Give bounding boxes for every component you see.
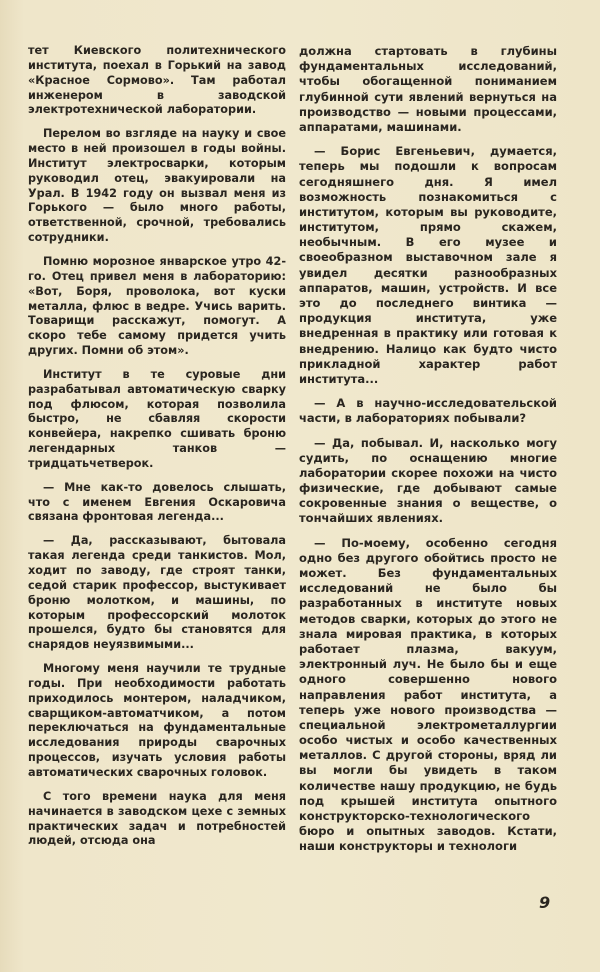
page-number: 9 <box>539 893 551 912</box>
right-text-column <box>299 44 557 864</box>
paragraph: — Мне как-то довелось слышать, что с именем Евгения Оскаровича связана фронтовая легенда... <box>28 480 286 524</box>
paragraph: Институт в те суровые дни разрабатывал автоматическую сварку под флюсом, которая позволила быстро, не сбавляя скорости конвейера, накрепко сшивать броню легендарных танков — тридцатьчетверок. <box>28 367 286 470</box>
left-text-column <box>28 44 286 858</box>
paragraph: С того времени наука для меня начинается в заводском цехе с земных практических задач и потребностей людей, отсюда она <box>28 789 286 848</box>
paragraph: тет Киевского политехнического института, поехал в Горький на завод «Красное Сормово». Там работал инженером в заводской электротехнической лаборатории. <box>28 44 286 117</box>
paragraph: Помню морозное январское утро 42-го. Отец привел меня в лабораторию: «Вот, Боря, проволока, вот куски металла, флюс в ведре. Учись варить. Товарищи расскажут, помогут. А скоро тебе самому придется учить других. Помни об этом». <box>28 254 286 358</box>
paragraph: — А в научно-исследовательской части, в лабораториях побывали? <box>299 396 557 426</box>
paragraph: — Да, побывал. И, насколько могу судить, по оснащению многие лаборатории скорее похожи на чисто физические, где добывают самые сокровенные знания о веществе, о тончайших явлениях. <box>299 435 557 526</box>
paragraph: — По-моему, особенно сегодня одно без другого обойтись просто не может. Без фундаментальных исследований не было бы разработанных в институте новых методов сварки, которых до этого не знала мировая практика, в которых работает плазма, вакуум, электронный луч. Не было бы и еще одного совершенно нового направления работ института, а теперь уже нового производства — специальной электрометаллургии особо чистых и особо качественных металлов. С другой стороны, вряд ли вы могли бы увидеть в таком количестве нашу продукцию, не будь под крышей института опытного конструкторско-технологического бюро и опытных заводов. Кстати, наши конструкторы и технологи <box>299 535 557 854</box>
paragraph: Перелом во взгляде на науку и свое место в ней произошел в годы войны. Институт электросварки, которым руководил отец, эвакуировали на Урал. В 1942 году он вызвал меня из Горького — было много работы, ответственной, срочной, требовались сотрудники. <box>28 127 286 245</box>
paragraph: Многому меня научили те трудные годы. При необходимости работать приходилось монтером, наладчиком, сварщиком-автоматчиком, а потом переключаться на фундаментальные исследования природы сварочных процессов, изучать условия работы автоматических сварочных головок. <box>28 662 286 779</box>
paragraph: должна стартовать в глубины фундаментальных исследований, чтобы обогащенной пониманием глубинной сути явлений вернуться на производство — новыми процессами, аппаратами, машинами. <box>299 44 557 134</box>
paragraph: — Борис Евгеньевич, думается, теперь мы подошли к вопросам сегодняшнего дня. Я имел возможность познакомиться с институтом, которым вы руководите, институтом, прямо скажем, необычным. В его музее и своеобразном выставочном зале я увидел десятки разнообразных аппаратов, машин, устройств. И все это до последнего винтика — продукция института, уже внедренная в практику или готовая к внедрению. Налицо как будто чисто прикладной характер работ института... <box>299 144 557 386</box>
paragraph: — Да, рассказывают, бытовала такая легенда среди танкистов. Мол, ходит по заводу, где строят танки, седой старик профессор, выстукивает броню молотком, и машины, по которым профессорский молоток прошелся, будто бы становятся для снарядов неуязвимыми... <box>28 534 286 652</box>
